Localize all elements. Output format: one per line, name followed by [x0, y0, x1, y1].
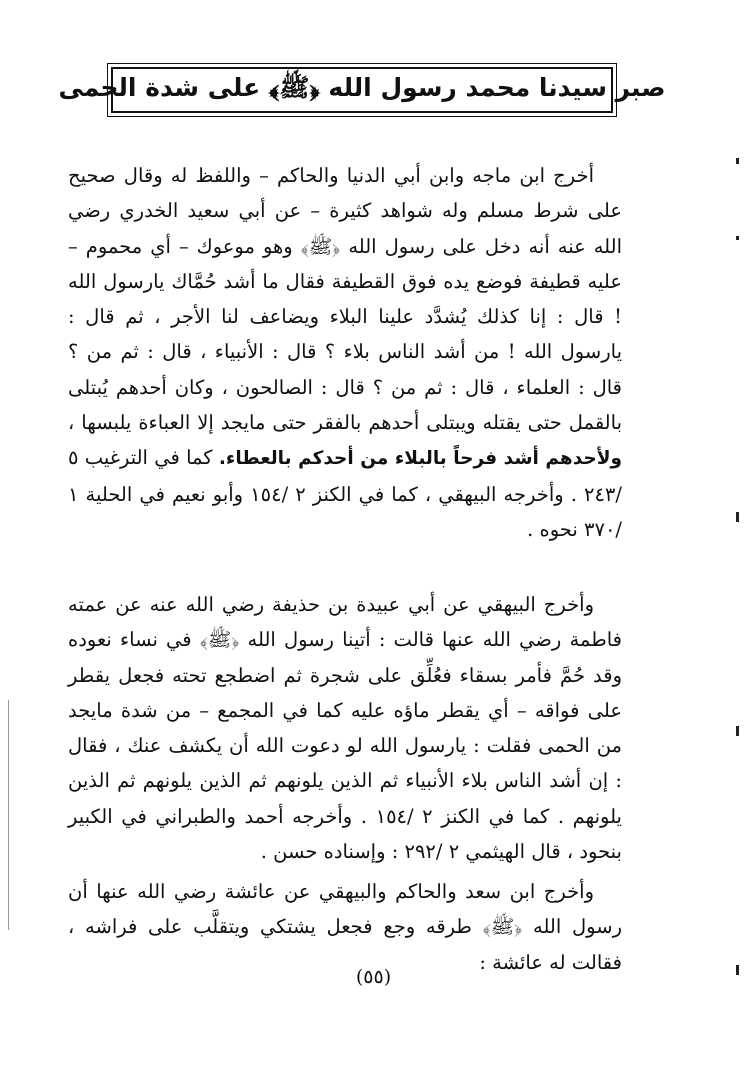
scan-edge-line	[8, 700, 9, 930]
title-frame	[58, 63, 666, 117]
chapter-title: صبر سيدنا محمد رسول الله ﴿ﷺ﴾ على شدة الحمى	[111, 67, 613, 113]
paragraph-2	[68, 587, 622, 869]
scan-edge-mark	[736, 158, 739, 164]
paragraph-3	[68, 874, 622, 980]
hadith-emphasis: ولأحدهم أشد فرحاً بالبلاء من أحدكم بالعطاء.	[218, 448, 622, 470]
scan-edge-mark	[736, 236, 739, 240]
page-number: (٥٥)	[355, 966, 392, 988]
paragraph-1-start: أخرج ابن ماجه وابن أبي الدنيا والحاكم – واللفظ له وقال صحيح على شرط مسلم وله شواهد كثيرة – عن أبي سعيد الخدري رضي الله عنه أنه دخل على رسول الله ﴿ﷺ﴾ وهو موعوك – أي محموم – عليه قطيفة فوضع يده فوق القطيفة فقال ما أشد حُمَّاك يارسول الله ! قال : إنا كذلك يُشدَّد علينا البلاء ويضاعف لنا الأجر ، ثم قال : يارسول الله ! من أشد الناس بلاء ؟ قال : الأنبياء ، قال : ثم من ؟ قال : العلماء ، قال : ثم من ؟ قال : الصالحون ، وكان أحدهم يُبتلى بالقمل حتى يقتله ويبتلى أحدهم بالفقر حتى مايجد إلا العباءة يلبسها ،	[68, 164, 622, 435]
scan-edge-mark	[736, 965, 739, 975]
paragraph-2-text: وأخرج البيهقي عن أبي عبيدة بن حذيفة رضي الله عنه عن عمته فاطمة رضي الله عنها قالت : أتينا رسول الله ﴿ﷺ﴾ في نساء نعوده وقد حُمَّ فأمر بسقاء فعُلِّق على شجرة ثم اضطجع تحته فجعل يقطر على فواقه – أي يقطر ماؤه عليه كما في المجمع – من شدة مايجد من الحمى فقلت : يارسول الله لو دعوت الله أن يكشف عنك ، فقال : إن أشد الناس بلاء الأنبياء ثم الذين يلونهم ثم الذين يلونهم ثم الذين يلونهم . كما في الكنز ٢ /١٥٤ . وأخرجه أحمد والطبراني في الكبير بنحود ، قال الهيثمي ٢ /٢٩٢ : وإسناده حسن .	[68, 593, 622, 864]
scan-edge-mark	[736, 726, 739, 736]
paragraph-1-source: كما في الترغيب ٥ /٢٤٣ . وأخرجه البيهقي ، كما في الكنز ٢ /١٥٤ وأبو نعيم في الحلية ١ /٣٧٠ نحوه .	[68, 446, 622, 541]
scan-edge-mark	[736, 512, 739, 522]
paragraph-1	[68, 158, 622, 547]
paragraph-1-text	[68, 158, 622, 547]
paragraph-3-text: وأخرج ابن سعد والحاكم والبيهقي عن عائشة رضي الله عنها أن رسول الله ﴿ﷺ﴾ طرقه وجع فجعل يشتكي ويتقلَّب على فراشه ، فقالت له عائشة :	[68, 880, 622, 974]
